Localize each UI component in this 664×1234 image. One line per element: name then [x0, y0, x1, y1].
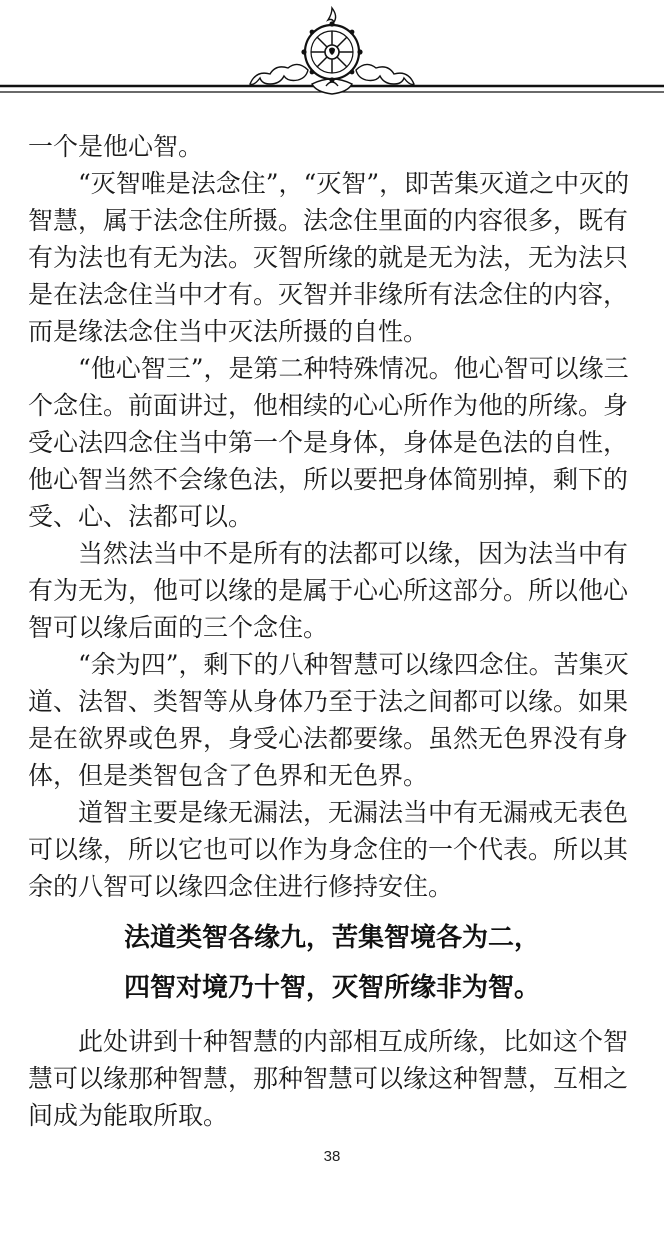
paragraph: 道智主要是缘无漏法，无漏法当中有无漏戒无表色可以缘，所以它也可以作为身念住的一个代表。所以其余的八智可以缘四念住进行修持安住。 — [28, 798, 629, 901]
page-header — [0, 0, 664, 110]
paragraph: 此处讲到十种智慧的内部相互成所缘，比如这个智慧可以缘那种智慧，那种智慧可以缘这种智慧，互相之间成为能取所取。 — [28, 1027, 629, 1130]
verse-block — [28, 913, 636, 1013]
paragraph: 一个是他心智。 — [28, 132, 204, 161]
paragraph: “余为四”，剩下的八种智慧可以缘四念住。苦集灭道、法智、类智等从身体乃至于法之间都可以缘。如果是在欲界或色界，身受心法都要缘。虽然无色界没有身体，但是类智包含了色界和无色界。 — [28, 650, 629, 790]
paragraph: 当然法当中不是所有的法都可以缘，因为法当中有有为无为，他可以缘的是属于心心所这部分。所以他心智可以缘后面的三个念住。 — [28, 539, 629, 642]
paragraph: “他心智三”，是第二种特殊情况。他心智可以缘三个念住。前面讲过，他相续的心心所作为他的所缘。身受心法四念住当中第一个是身体，身体是色法的自性，他心智当然不会缘色法，所以要把身体简别掉，剩下的受、心、法都可以。 — [28, 354, 629, 531]
verse-line: 四智对境乃十智，灭智所缘非为智。 — [123, 973, 540, 1003]
page-body — [28, 128, 636, 1134]
verse-line: 法道类智各缘九，苦集智境各为二， — [123, 923, 540, 953]
page-number: 38 — [323, 1148, 341, 1165]
paragraph: “灭智唯是法念住”，“灭智”，即苦集灭道之中灭的智慧，属于法念住所摄。法念住里面的内容很多，既有有为法也有无为法。灭智所缘的就是无为法，无为法只是在法念住当中才有。灭智并非缘所有法念住的内容，而是缘法念住当中灭法所摄的自性。 — [28, 169, 630, 346]
dharma-wheel-icon — [0, 0, 664, 110]
